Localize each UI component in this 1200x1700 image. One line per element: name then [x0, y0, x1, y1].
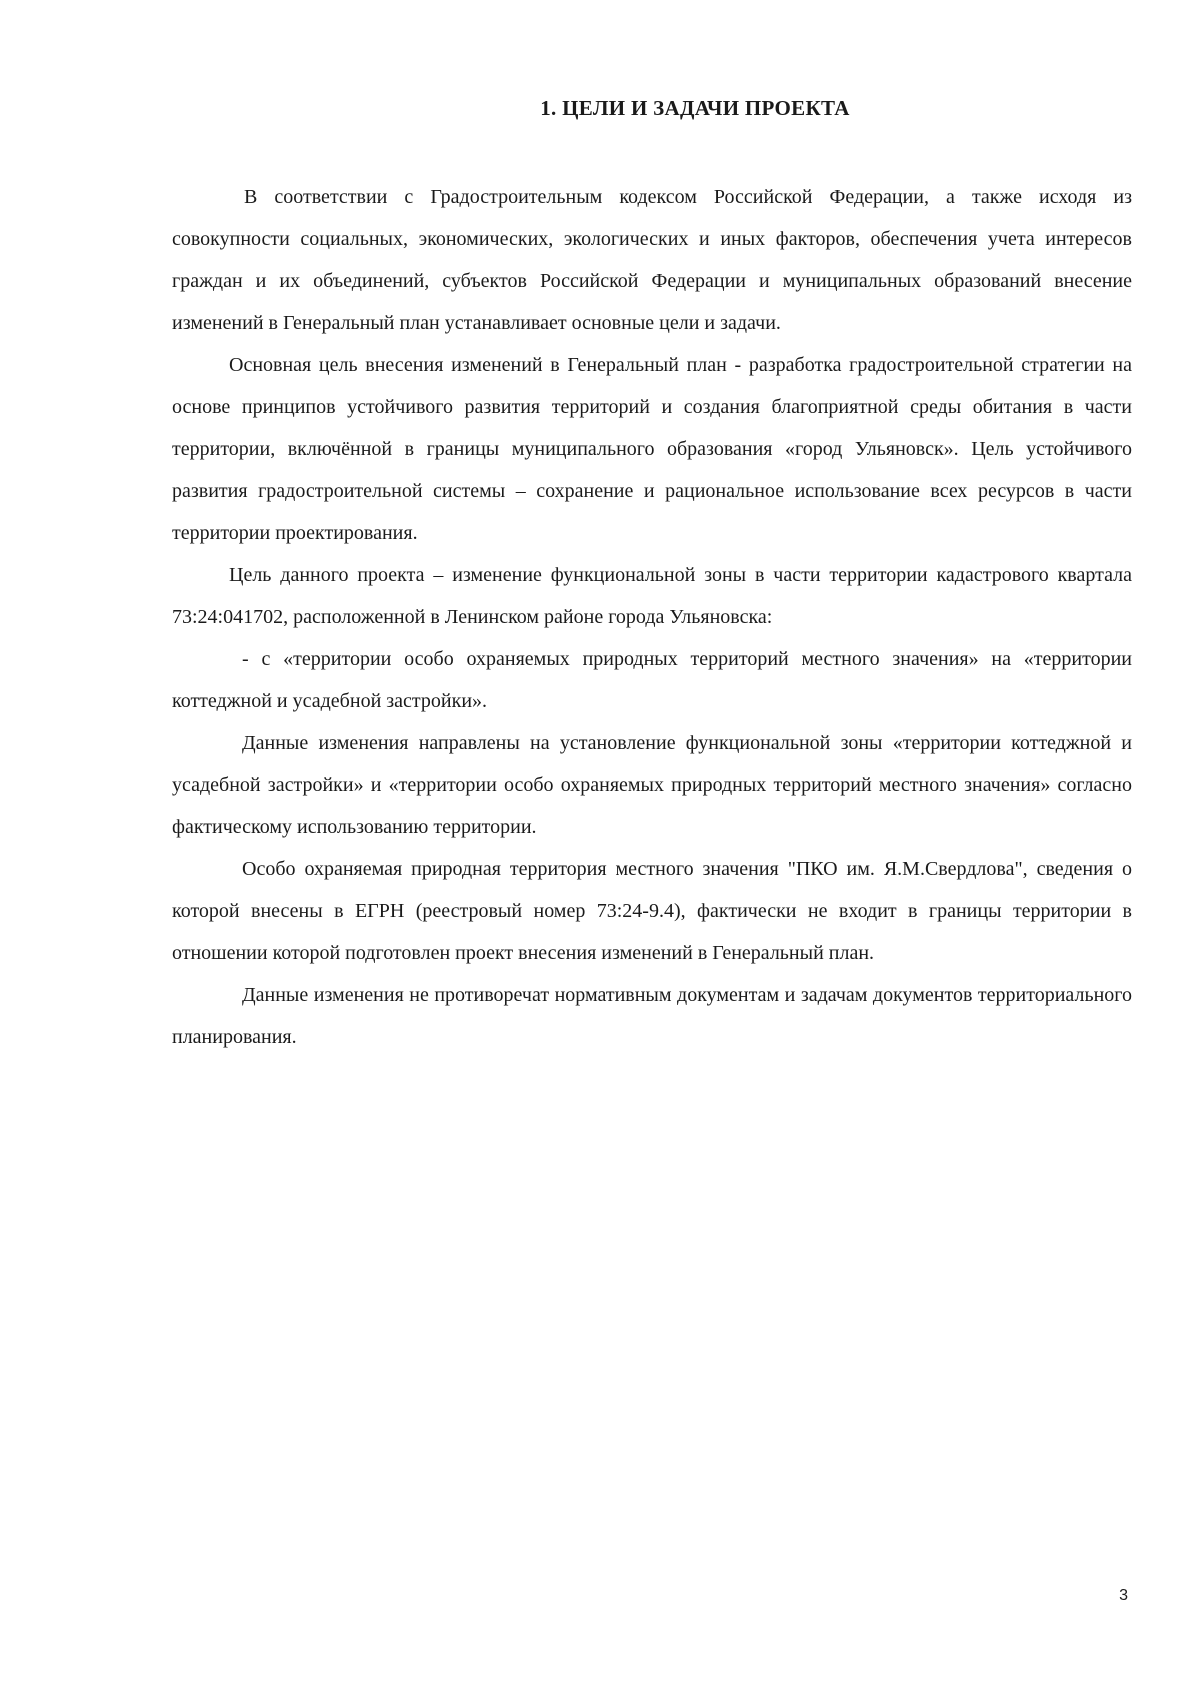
section-heading: 1. ЦЕЛИ И ЗАДАЧИ ПРОЕКТА	[540, 96, 850, 120]
paragraph-changes-purpose: Данные изменения направлены на установление функциональной зоны «территории коттеджной и усадебной застройки» и «территории особо охраняемых природных территорий местного значения» согласно фактическому использованию территории.	[172, 732, 1132, 838]
paragraph-protected-area: Особо охраняемая природная территория местного значения "ПКО им. Я.М.Свердлова", сведения о которой внесены в ЕГРН (реестровый номер 73:24-9.4), фактически не входит в границы территории в отношении которой подготовлен проект внесения изменений в Генеральный план.	[172, 858, 1132, 964]
paragraph-main-goal: Основная цель внесения изменений в Генеральный план - разработка градостроительной стратегии на основе принципов устойчивого развития территорий и создания благоприятной среды обитания в части территории, включённой в границы муниципального образования «город Ульяновск». Цель устойчивого развития градостроительной системы – сохранение и рациональное использование всех ресурсов в части территории проектирования.	[172, 354, 1132, 544]
page-number: 3	[1119, 1587, 1128, 1604]
paragraph-project-goal: Цель данного проекта – изменение функциональной зоны в части территории кадастрового квартала 73:24:041702, расположенной в Ленинском районе города Ульяновска:	[172, 564, 1132, 628]
paragraph-conclusion: Данные изменения не противоречат нормативным документам и задачам документов территориального планирования.	[172, 984, 1132, 1048]
paragraph-zone-change: - с «территории особо охраняемых природных территорий местного значения» на «территории коттеджной и усадебной застройки».	[172, 648, 1132, 712]
document-body	[172, 176, 1132, 1058]
paragraph-intro: В соответствии с Градостроительным кодексом Российской Федерации, а также исходя из совокупности социальных, экономических, экологических и иных факторов, обеспечения учета интересов граждан и их объединений, субъектов Российской Федерации и муниципальных образований внесение изменений в Генеральный план устанавливает основные цели и задачи.	[172, 186, 1132, 334]
